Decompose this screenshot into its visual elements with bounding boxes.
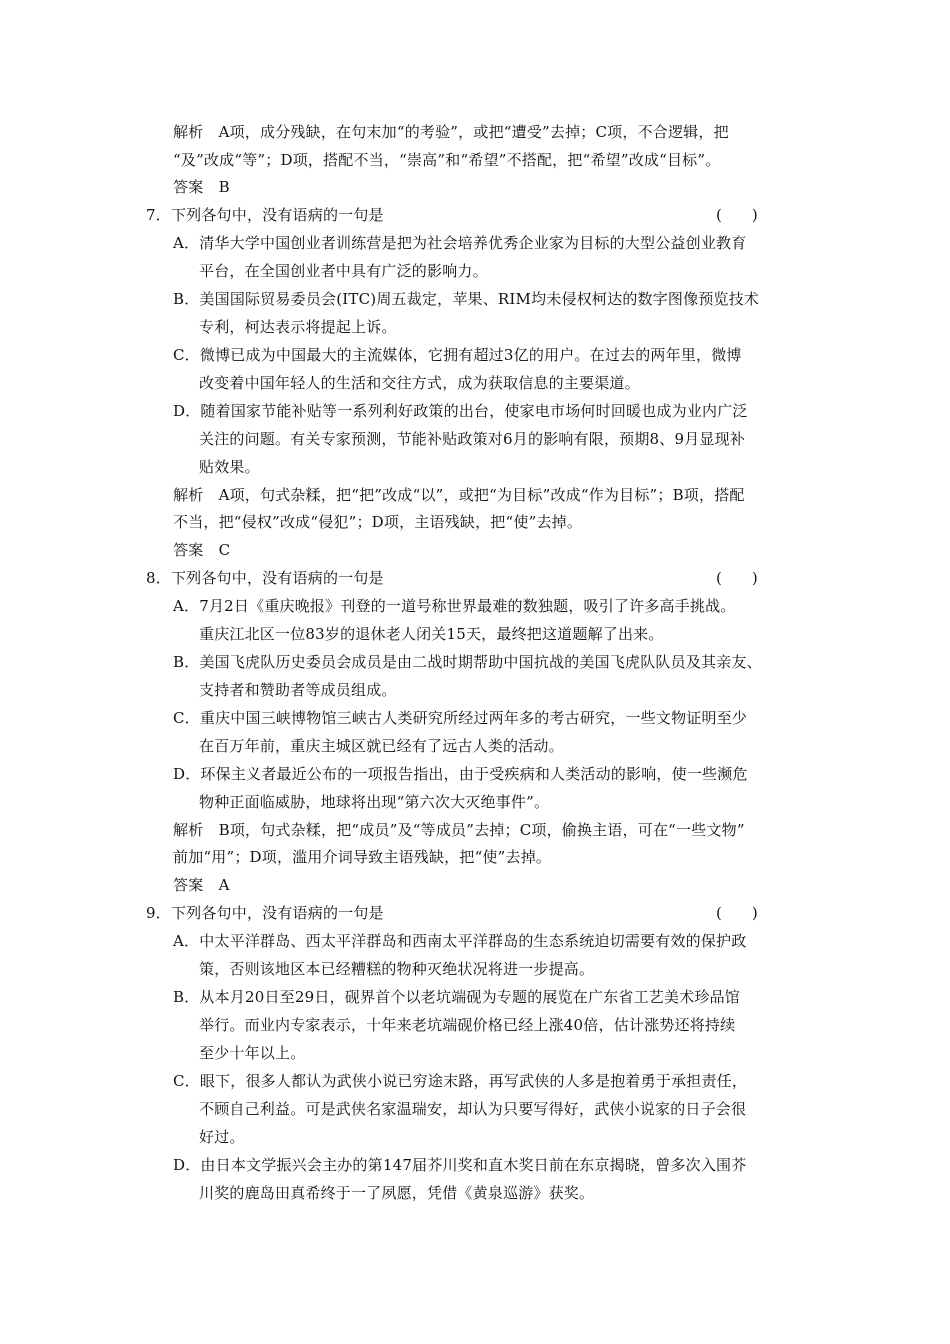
option-line: C．眼下，很多人都认为武侠小说已穷途末路，再写武侠的人多是抱着勇于承担责任， (173, 1072, 748, 1090)
option-line: 平台，在全国创业者中具有广泛的影响力。 (199, 262, 488, 280)
option-line: 贴效果。 (199, 458, 260, 476)
analysis-line: 解析 A项，句式杂糅，把“把”改成“以”，或把“为目标”改成“作为目标”；B项，搭配 (173, 486, 745, 504)
analysis-line: 解析 A项，成分残缺，在句末加“的考验”，或把“遭受”去掉；C项，不合逻辑，把 (173, 123, 729, 141)
option-line: A．中太平洋群岛、西太平洋群岛和西南太平洋群岛的生态系统迫切需要有效的保护政 (173, 932, 747, 950)
option-line: 川奖的鹿岛田真希终于一了夙愿，凭借《黄泉巡游》获奖。 (199, 1184, 595, 1202)
option-line: 关注的问题。有关专家预测，节能补贴政策对6月的影响有限，预期8、9月显现补 (199, 430, 746, 448)
option-line: D．随着国家节能补贴等一系列利好政策的出台，使家电市场何时回暖也成为业内广泛 (173, 402, 748, 420)
option-line: B．从本月20日至29日，砚界首个以老坑端砚为专题的展览在广东省工艺美术珍品馆 (173, 988, 741, 1006)
analysis-line: “及”改成“等”；D项，搭配不当，“崇高”和“希望”不搭配，把“希望”改成“目标”。 (173, 151, 721, 169)
option-line: 重庆江北区一位83岁的退休老人闭关15天，最终把这道题解了出来。 (199, 625, 664, 643)
answer-line: 答案 B (173, 178, 230, 196)
option-line: 改变着中国年轻人的生活和交往方式，成为获取信息的主要渠道。 (199, 374, 640, 392)
analysis-line: 前加“用”；D项，滥用介词导致主语残缺，把“使”去掉。 (173, 848, 552, 866)
option-line: 支持者和赞助者等成员组成。 (199, 681, 397, 699)
option-line: B．美国国际贸易委员会(ITC)周五裁定，苹果、RIM均未侵权柯达的数字图像预览技术 (173, 290, 760, 308)
option-line: C．微博已成为中国最大的主流媒体，它拥有超过3亿的用户。在过去的两年里，微博 (173, 346, 742, 364)
analysis-line: 解析 B项，句式杂糅，把“成员”及“等成员”去掉；C项，偷换主语，可在“一些文物” (173, 821, 745, 839)
option-line: 不顾自己利益。可是武侠名家温瑞安，却认为只要写得好，武侠小说家的日子会很 (199, 1100, 747, 1118)
answer-blank: ( ) (716, 569, 758, 587)
option-line: 好过。 (199, 1128, 245, 1146)
option-line: C．重庆中国三峡博物馆三峡古人类研究所经过两年多的考古研究，一些文物证明至少 (173, 709, 748, 727)
question-stem: 7．下列各句中，没有语病的一句是 (146, 206, 384, 224)
option-line: A．清华大学中国创业者训练营是把为社会培养优秀企业家为目标的大型公益创业教育 (173, 234, 747, 252)
option-line: B．美国飞虎队历史委员会成员是由二战时期帮助中国抗战的美国飞虎队队员及其亲友、 (173, 653, 762, 671)
option-line: 物种正面临威胁，地球将出现“第六次大灭绝事件”。 (199, 793, 550, 811)
answer-blank: ( ) (716, 206, 758, 224)
question-stem: 9．下列各句中，没有语病的一句是 (146, 904, 384, 922)
option-line: D．环保主义者最近公布的一项报告指出，由于受疾病和人类活动的影响，使一些濒危 (173, 765, 748, 783)
option-line: A．7月2日《重庆晚报》刊登的一道号称世界最难的数独题，吸引了许多高手挑战。 (173, 597, 736, 615)
option-line: 举行。而业内专家表示，十年来老坑端砚价格已经上涨40倍，估计涨势还将持续 (199, 1016, 736, 1034)
option-line: 至少十年以上。 (199, 1044, 306, 1062)
option-line: 在百万年前，重庆主城区就已经有了远古人类的活动。 (199, 737, 564, 755)
answer-line: 答案 C (173, 541, 231, 559)
question-stem: 8．下列各句中，没有语病的一句是 (146, 569, 384, 587)
answer-line: 答案 A (173, 876, 230, 894)
answer-blank: ( ) (716, 904, 758, 922)
option-line: 专利，柯达表示将提起上诉。 (199, 318, 397, 336)
option-line: D．由日本文学振兴会主办的第147届芥川奖和直木奖日前在东京揭晓，曾多次入围芥 (173, 1156, 747, 1174)
analysis-line: 不当，把“侵权”改成“侵犯”；D项，主语残缺，把“使”去掉。 (173, 513, 583, 531)
option-line: 策，否则该地区本已经糟糕的物种灭绝状况将进一步提高。 (199, 960, 595, 978)
